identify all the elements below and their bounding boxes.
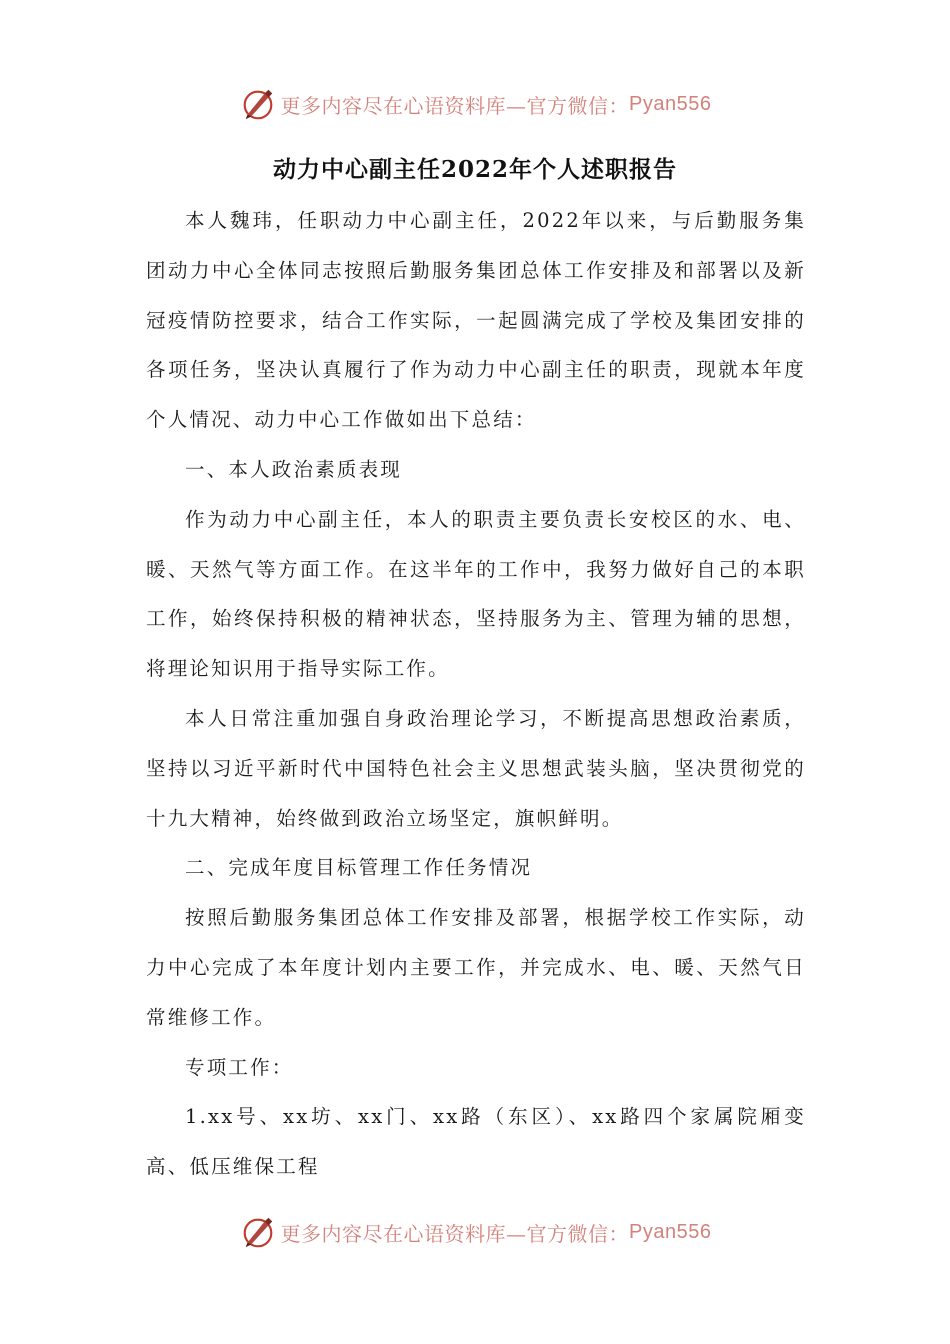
document-body <box>146 196 806 1192</box>
body-paragraph: 按照后勤服务集团总体工作安排及部署，根据学校工作实际，动力中心完成了本年度计划内主要工作，并完成水、电、暖、天然气日常维修工作。 <box>146 906 806 1029</box>
watermark-wechat-id: Pyan556 <box>629 1220 712 1243</box>
section-heading-1: 一、本人政治素质表现 <box>185 457 403 481</box>
pen-logo-icon <box>239 1213 277 1251</box>
body-paragraph: 本人日常注重加强自身政治理论学习，不断提高思想政治素质，坚持以习近平新时代中国特色社会主义思想武装头脑，坚决贯彻党的十九大精神，始终做到政治立场坚定，旗帜鲜明。 <box>146 706 806 830</box>
watermark-header <box>0 84 950 124</box>
watermark-text: 更多内容尽在心语资料库—官方微信： <box>280 93 630 118</box>
intro-paragraph: 本人魏玮，任职动力中心副主任，2022年以来，与后勤服务集团动力中心全体同志按照后勤服务集团总体工作安排及和部署以及新冠疫情防控要求，结合工作实际，一起圆满完成了学校及集团安排的各项任务，坚决认真履行了作为动力中心副主任的职责，现就本年度个人情况、动力中心工作做如出下总结： <box>146 209 806 432</box>
pen-logo-icon <box>239 85 277 123</box>
watermark-footer <box>0 1212 950 1252</box>
section-heading-2: 二、完成年度目标管理工作任务情况 <box>185 856 533 880</box>
subheading-special-work: 专项工作： <box>185 1055 294 1079</box>
watermark-text: 更多内容尽在心语资料库—官方微信： <box>280 1221 630 1246</box>
document-title: 动力中心副主任2022年个人述职报告 <box>272 156 677 183</box>
watermark-wechat-id: Pyan556 <box>629 92 712 115</box>
list-item: 1.xx号、xx坊、xx门、xx路（东区）、xx路四个家属院厢变高、低压维保工程 <box>146 1105 806 1179</box>
body-paragraph: 作为动力中心副主任，本人的职责主要负责长安校区的水、电、暖、天然气等方面工作。在这半年的工作中，我努力做好自己的本职工作，始终保持积极的精神状态，坚持服务为主、管理为辅的思想，将理论知识用于指导实际工作。 <box>146 507 806 681</box>
